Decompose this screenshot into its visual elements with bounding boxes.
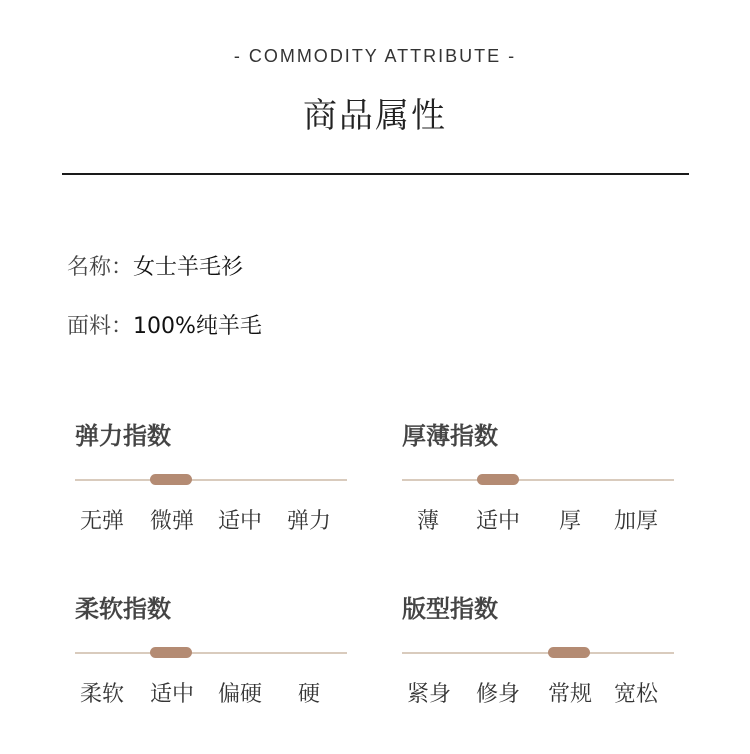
softness-index-title: 柔软指数 [75,595,171,623]
attribute-name-key: 名称： [67,255,134,280]
softness-option-selected: 适中 [150,682,195,707]
softness-index [75,589,347,707]
elasticity-labels [75,504,347,534]
fit-index-title: 版型指数 [402,595,498,623]
fit-indicator [548,647,590,658]
softness-track [75,652,347,654]
fit-option-selected: 常规 [548,682,593,707]
thickness-labels [402,504,674,534]
elasticity-option: 适中 [218,509,263,534]
elasticity-track [75,479,347,481]
fit-labels [402,677,674,707]
thickness-track [402,479,674,481]
attribute-fabric-value: 100%纯羊毛 [133,314,262,339]
header-divider [62,173,689,175]
softness-labels [75,677,347,707]
softness-option: 柔软 [80,682,125,707]
attribute-fabric-key: 面料： [67,314,134,339]
elasticity-option: 无弹 [80,509,125,534]
thickness-option: 加厚 [614,509,659,534]
thickness-option: 厚 [559,509,582,534]
thickness-index [402,416,674,534]
attribute-name-value: 女士羊毛衫 [133,255,244,280]
softness-indicator [150,647,192,658]
elasticity-option-selected: 微弹 [150,509,195,534]
softness-option: 硬 [298,682,321,707]
thickness-index-title: 厚薄指数 [402,422,498,450]
attribute-fabric-row [67,309,262,340]
fit-option: 宽松 [614,682,659,707]
softness-option: 偏硬 [218,682,263,707]
elasticity-indicator [150,474,192,485]
section-subtitle: - COMMODITY ATTRIBUTE - [233,46,517,66]
thickness-option: 薄 [417,509,440,534]
attribute-name-row [67,250,243,281]
elasticity-index [75,416,347,534]
fit-index [402,589,674,707]
thickness-indicator [477,474,519,485]
thickness-option-selected: 适中 [476,509,521,534]
fit-option: 修身 [476,682,521,707]
page-title: 商品属性 [303,96,447,136]
elasticity-index-title: 弹力指数 [75,422,171,450]
fit-track [402,652,674,654]
elasticity-option: 弹力 [287,509,332,534]
fit-option: 紧身 [407,682,452,707]
